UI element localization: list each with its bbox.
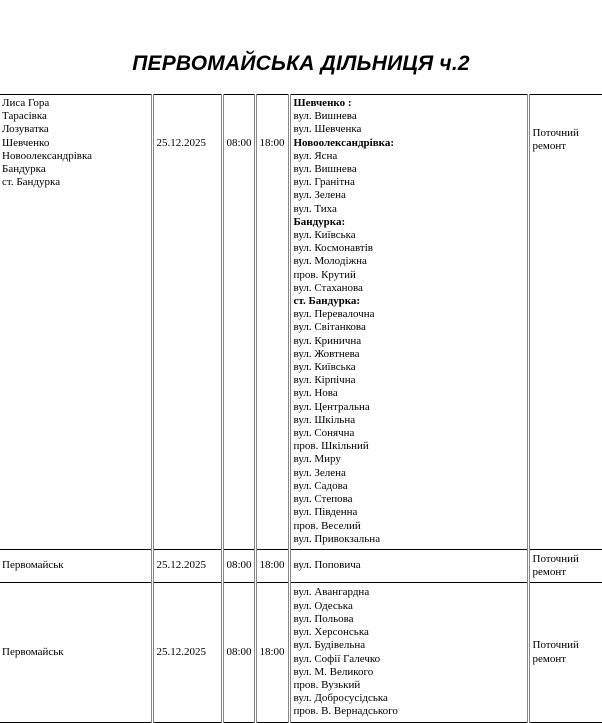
work-type-cell xyxy=(528,95,602,550)
street: пров. В. Вернадського xyxy=(294,705,525,718)
work-type: ремонт xyxy=(533,653,602,666)
work-type: ремонт xyxy=(533,566,602,579)
street: вул. Нова xyxy=(294,387,525,400)
settlements-cell xyxy=(0,583,152,723)
settlement: Новоолександрівка xyxy=(2,150,149,163)
street: вул. Польова xyxy=(294,613,525,626)
street-group-heading: Новоолександрівка: xyxy=(294,137,525,150)
settlement: Бандурка xyxy=(2,163,149,176)
work-type-cell xyxy=(528,583,602,723)
start-time-cell: 08:00 xyxy=(222,583,255,723)
work-type-cell xyxy=(528,550,602,583)
street: вул. Молодіжна xyxy=(294,255,525,268)
street: вул. Сонячна xyxy=(294,427,525,440)
streets-cell xyxy=(289,550,528,583)
page-title: ПЕРВОМАЙСЬКА ДІЛЬНИЦЯ ч.2 xyxy=(0,52,602,76)
work-type: Поточний xyxy=(533,127,602,140)
settlement: Первомайськ xyxy=(2,646,149,659)
street: вул. Привокзальна xyxy=(294,533,525,546)
work-type: Поточний xyxy=(533,553,602,566)
street: вул. Кірпічна xyxy=(294,374,525,387)
street: вул. Вишнева xyxy=(294,163,525,176)
settlement: ст. Бандурка xyxy=(2,176,149,189)
street: вул. Шкільна xyxy=(294,414,525,427)
street: вул. Космонавтів xyxy=(294,242,525,255)
street: вул. Зелена xyxy=(294,467,525,480)
date-cell: 25.12.2025 xyxy=(152,95,222,550)
date-cell: 25.12.2025 xyxy=(152,583,222,723)
street: пров. Веселий xyxy=(294,520,525,533)
end-time-cell: 18:00 xyxy=(255,95,289,550)
settlements-cell xyxy=(0,95,152,550)
street: вул. Софії Галечко xyxy=(294,653,525,666)
date-cell: 25.12.2025 xyxy=(152,550,222,583)
streets-cell xyxy=(289,95,528,550)
street: вул. М. Великого xyxy=(294,666,525,679)
table-row xyxy=(0,550,602,583)
street: вул. Київська xyxy=(294,229,525,242)
street-group-heading: ст. Бандурка: xyxy=(294,295,525,308)
street: вул. Гранітна xyxy=(294,176,525,189)
street: вул. Вишнева xyxy=(294,110,525,123)
street: вул. Ясна xyxy=(294,150,525,163)
start-time-cell: 08:00 xyxy=(222,95,255,550)
street: вул. Одеська xyxy=(294,600,525,613)
outage-schedule-table xyxy=(0,94,602,723)
street: вул. Київська xyxy=(294,361,525,374)
street: вул. Херсонська xyxy=(294,626,525,639)
street: пров. Шкільний xyxy=(294,440,525,453)
street: вул. Степова xyxy=(294,493,525,506)
street: вул. Тиха xyxy=(294,203,525,216)
street: вул. Добросусідська xyxy=(294,692,525,705)
street: вул. Центральна xyxy=(294,401,525,414)
streets-cell xyxy=(289,583,528,723)
street: вул. Кринична xyxy=(294,335,525,348)
street: вул. Садова xyxy=(294,480,525,493)
start-time-cell: 08:00 xyxy=(222,550,255,583)
table-row xyxy=(0,583,602,723)
street: вул. Будівельна xyxy=(294,639,525,652)
work-type: ремонт xyxy=(533,140,602,153)
settlements-cell xyxy=(0,550,152,583)
street-group-heading: Бандурка: xyxy=(294,216,525,229)
end-time-cell: 18:00 xyxy=(255,583,289,723)
settlement: Шевченко xyxy=(2,137,149,150)
street-group-heading: Шевченко : xyxy=(294,97,525,110)
settlement: Лиса Гора xyxy=(2,97,149,110)
settlement: Первомайськ xyxy=(2,559,149,572)
street: вул. Зелена xyxy=(294,189,525,202)
end-time-cell: 18:00 xyxy=(255,550,289,583)
table-row xyxy=(0,95,602,550)
street: вул. Стаханова xyxy=(294,282,525,295)
street: вул. Авангардна xyxy=(294,586,525,599)
street: вул. Поповича xyxy=(294,559,525,572)
street: пров. Крутий xyxy=(294,269,525,282)
street: вул. Перевалочна xyxy=(294,308,525,321)
street: вул. Південна xyxy=(294,506,525,519)
street: вул. Миру xyxy=(294,453,525,466)
street: пров. Вузький xyxy=(294,679,525,692)
settlement: Лозуватка xyxy=(2,123,149,136)
settlement: Тарасівка xyxy=(2,110,149,123)
street: вул. Жовтнева xyxy=(294,348,525,361)
street: вул. Світанкова xyxy=(294,321,525,334)
street: вул. Шевченка xyxy=(294,123,525,136)
work-type: Поточний xyxy=(533,639,602,652)
